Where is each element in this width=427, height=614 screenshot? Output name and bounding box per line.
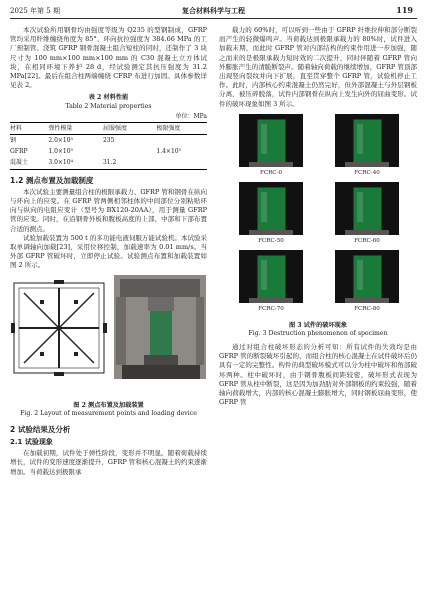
table-cell: 31.2: [99, 157, 152, 169]
figure-3-photos: [219, 114, 417, 319]
table-title: 表 2 材料性能: [88, 94, 129, 102]
section-heading: 2 试验结果及分析: [10, 424, 71, 434]
specimen-label: FCRC-80: [354, 305, 380, 312]
page-number: 119: [396, 5, 413, 15]
specimen-label: FCRC-40: [354, 169, 380, 176]
table-cell: 钢: [10, 137, 17, 145]
specimen-label: FCRC-50: [258, 237, 284, 244]
figure-2-caption-en: Fig. 2 Layout of measurement points and loading device: [20, 410, 197, 418]
table-subtitle: Table 2 Material properties: [65, 103, 152, 111]
paragraph: 载力的 60%时，可以听到一些由于 GFRP 纤维拉伸和部分断裂而产生的轻微爆鸣声。当荷载达到极限承载力的 80%时，试件进入加载末期，而此时 GFRP 管对内部结构的约束作用进一步加强，随之而来的是极限承载力短时效的二次提升，同时伴随着 GFRP 管向外膨胀产生的清脆断裂声。随着轴向荷载的继续增加，GFRP 管顶部出现竖向裂纹并向下扩展，直至贯穿整个 GFRP 管，试验机停止工作。此时，内部核心约束混凝土仍然完好，但外部混凝土与外层钢板分离，被压碎脱落，试件内部钢骨在纵向上发生向外的屈曲变形。试件的破坏现象如图 3 所示。: [219, 26, 417, 108]
table-cell: [152, 157, 207, 169]
issue-label: 2025 年第 5 期: [10, 7, 60, 15]
table-cell: 235: [102, 137, 115, 145]
header-rule: [10, 18, 417, 19]
paragraph: 在加载初期，试件处于弹性阶段，变形并不明显。随着荷载持续增长，试件的变形速度逐渐提升，GFRP 管和核心混凝土的约束逐渐增加。当荷载达到极限承: [10, 449, 207, 476]
specimen-photo: [239, 182, 303, 235]
table-cell: [152, 135, 207, 147]
specimen-label: FCRC-70: [258, 305, 284, 312]
paragraph: 试验加载装置为 500 t 的多功能电液伺服万能试验机。本试验采取单调轴向加载[23]，采用位移控制，加载速率为 0.01 mm/s。当外部 GFRP 管破坏时，立即停止试验。试验测点布置和加载装置如图 2 所示。: [10, 233, 207, 270]
specimen-label: FCRC-0: [259, 169, 283, 176]
table-cell: 1.0×10⁵: [48, 148, 73, 156]
table-cell: 3.0×10⁴: [44, 157, 99, 169]
table-row: [10, 146, 207, 157]
journal-title: 复合材料科学与工程: [182, 6, 245, 15]
specimen-photo: [239, 250, 303, 303]
specimen-photo: [239, 114, 303, 167]
loading-device-photo: [114, 275, 206, 379]
table-cell: 1.4×10⁵: [156, 148, 181, 156]
specimen-photo: [335, 114, 399, 167]
right-column: [219, 26, 417, 407]
table-header-cell: 屈服强度: [99, 122, 152, 134]
specimen-photo: [335, 250, 399, 303]
paragraph: 本次试验所用钢骨均由强度等级为 Q235 的型钢制成，GFRP 管均采用纤维缠绕角度为 85°、环向抗拉强度为 384.66 MPa 的工厂预制管。浇筑 GFRP 钢骨混凝土组合短柱的同时，还制作了 3 块尺寸为 100 mm×100 mm×100 mm 的 C30 混凝土立方体试块，在相同环境下养护 28 d，经试验测定其抗压强度为 31.2 MPa[22]。最后在组合柱两端缠绕 CFRP 布进行加固。具体参数详见表 2。: [10, 26, 207, 90]
table-row: [10, 157, 207, 169]
material-table: [10, 122, 207, 170]
figure-3-caption: 图 3 试件的破坏现象: [288, 321, 348, 329]
figure-2-caption: 图 2 测点布置及加载装置: [73, 401, 144, 409]
table-header-cell: 材料: [10, 122, 44, 134]
table-cell: [99, 146, 152, 157]
paragraph: 本次试验主要测量组合柱的极限承载力、GFRP 管和钢骨在纵向与环向上的应变。在 GFRP 管两侧相邻柱体的中间部位分别粘贴环向与纵向的电阻应变计（型号为 BX120-20AA），用于测量 GFRP 管的应变。同时，在沿钢骨外板和腹板高度的上部、中部和下部布置合适的测点。: [10, 187, 207, 233]
table-cell: 2.0×10⁵: [48, 137, 73, 145]
left-column: [10, 26, 207, 477]
table-unit: 单位：MPa: [175, 112, 207, 120]
table-cell: GFRP: [10, 148, 28, 156]
figure-3-caption-en: Fig. 3 Destruction phenomenon of specimen: [248, 330, 388, 338]
table-cell: 混凝土: [10, 157, 44, 169]
section-heading: 1.2 测点布置及加载制度: [10, 175, 94, 185]
figure-2-graphic: [10, 275, 207, 399]
specimen-label: FCRC-60: [354, 237, 380, 244]
measurement-layout-diagram: [11, 280, 107, 376]
subsection-heading: 2.1 试验现象: [10, 438, 53, 447]
table-row: [10, 135, 207, 147]
table-header-cell: 极限强度: [152, 122, 207, 134]
specimen-photo: [335, 182, 399, 235]
table-header-cell: 弹性模量: [44, 122, 99, 134]
paragraph: 通过对组合柱破坏形态的分析可知：所有试件的失效均是由 GFRP 管的断裂破坏引起的，而组合柱的核心混凝土在试件破坏后仍具有一定的完整性。构件的典型破坏模式可以分为柱中破坏和角部破坏两种。柱中破坏时，由于钢骨腹板间距较密，破坏形式表现为 GFRP 管从柱中断裂，这是因为加劲肋对外部钢板的约束较强，随着轴向荷载增大，内部的核心混凝土膨胀增大，同时钢板屈曲变形，使 GFRP 管: [219, 343, 417, 407]
figure-2: [10, 275, 207, 399]
